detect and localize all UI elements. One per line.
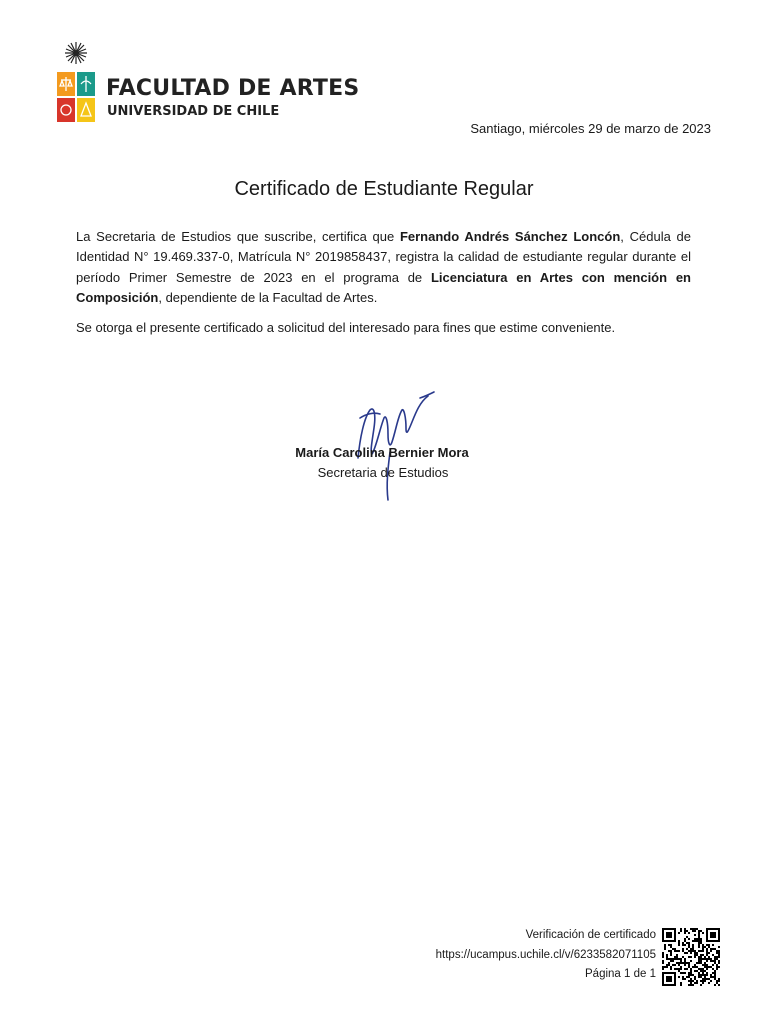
qr-code-icon[interactable]: [662, 928, 720, 986]
document-title: Certificado de Estudiante Regular: [234, 178, 534, 200]
signer-role: Secretaria de Estudios: [317, 465, 449, 480]
university-seal-icon: [56, 40, 96, 124]
university-name: UNIVERSIDAD DE CHILE: [107, 104, 280, 119]
program-name: Licenciatura en Artes con mención en Composición: [76, 269, 692, 305]
page-number: Página 1 de 1: [585, 968, 656, 980]
faculty-logo: [56, 40, 360, 126]
faculty-name: FACULTAD DE ARTES: [106, 76, 360, 101]
closing-text: , dependiente de la Facultad de Artes.: [158, 289, 378, 305]
intro-text: La Secretaria de Estudios que suscribe, certifica que: [76, 229, 400, 244]
student-name: Fernando Andrés Sánchez Loncón: [399, 229, 621, 244]
signer-name: María Carolina Bernier Mora: [295, 445, 469, 460]
certification-paragraph: [76, 227, 691, 308]
verification-label: Verificación de certificado: [525, 929, 656, 941]
student-details-text: , Cédula de Identidad N° 19.469.337-0, Matrícula N° 2019858437, registra la calidad de estudiante regular durante el período Primer Semestre de 2023 en el programa de: [76, 229, 691, 285]
purpose-paragraph: Se otorga el presente certificado a solicitud del interesado para fines que estime conveniente.: [76, 320, 616, 335]
verification-url[interactable]: https://ucampus.uchile.cl/v/6233582071105: [435, 949, 656, 961]
date-line: Santiago, miércoles 29 de marzo de 2023: [470, 121, 711, 136]
